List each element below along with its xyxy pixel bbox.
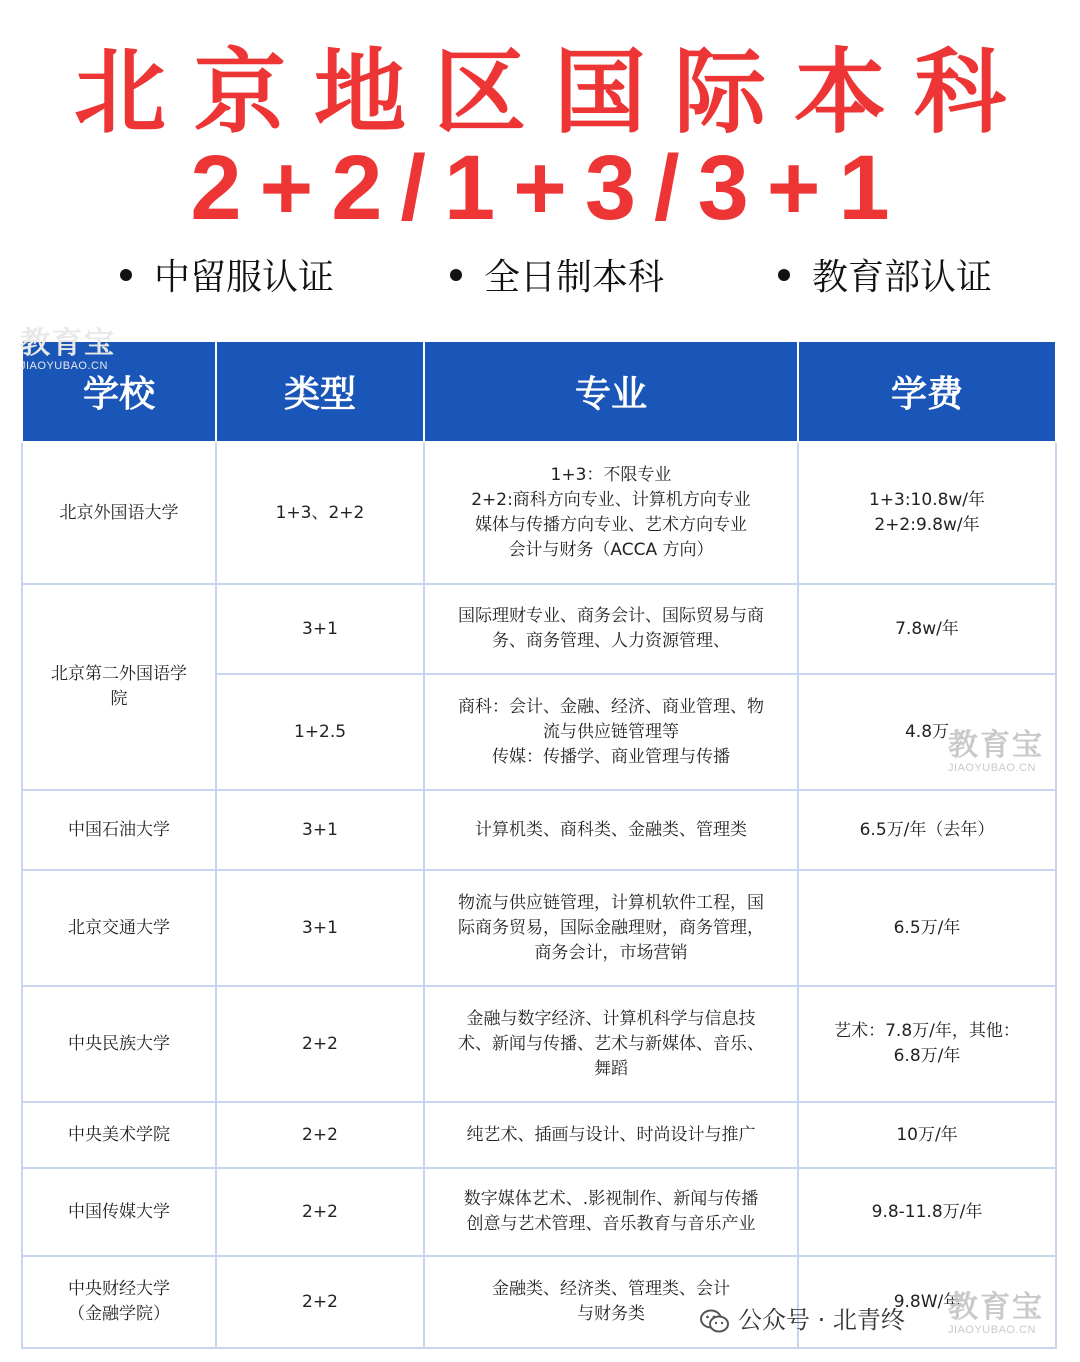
major-cell: 1+3：不限专业 2+2:商科方向专业、计算机方向专业 媒体与传播方向专业、艺术方向专业 会计与财务（ACCA 方向）: [424, 442, 798, 584]
column-header-major: 专业: [424, 342, 798, 442]
major-cell: 商科：会计、金融、经济、商业管理、物 流与供应链管理等 传媒：传播学、商业管理与传播: [424, 674, 798, 790]
table-row: [22, 442, 1056, 584]
major-cell: 纯艺术、插画与设计、时尚设计与推广: [424, 1102, 798, 1168]
fee-cell: 6.5万/年（去年）: [798, 790, 1056, 870]
fee-cell: 艺术：7.8万/年，其他： 6.8万/年: [798, 986, 1056, 1102]
school-cell: 中央财经大学 （金融学院）: [22, 1256, 216, 1348]
program-table: [21, 342, 1057, 1349]
school-cell: 北京交通大学: [22, 870, 216, 986]
column-header-school: 学校: [22, 342, 216, 442]
feature-item: 全日制本科: [450, 248, 664, 308]
major-cell: 金融与数字经济、计算机科学与信息技 术、新闻与传播、艺术与新媒体、音乐、 舞蹈: [424, 986, 798, 1102]
school-cell: 中央美术学院: [22, 1102, 216, 1168]
bullet-icon: [450, 269, 462, 281]
wechat-icon: [700, 1308, 730, 1334]
page-title: 北京地区国际本科: [73, 39, 1034, 146]
major-cell: 物流与供应链管理，计算机软件工程，国 际商务贸易，国际金融理财，商务管理， 商务会计，市场营销: [424, 870, 798, 986]
type-cell: 3+1: [216, 790, 424, 870]
table-row: [22, 870, 1056, 986]
watermark-logo: 教育宝 JIAOYUBAO.CN: [20, 326, 116, 372]
fee-cell: 9.8-11.8万/年: [798, 1168, 1056, 1256]
school-cell: 中国传媒大学: [22, 1168, 216, 1256]
column-header-type: 类型: [216, 342, 424, 442]
wechat-footer: 公众号 · 北青终: [700, 1300, 905, 1340]
table-row: [22, 1102, 1056, 1168]
bullet-icon: [120, 269, 132, 281]
type-cell: 2+2: [216, 1168, 424, 1256]
feature-item: 教育部认证: [778, 248, 992, 308]
feature-item: 中留服认证: [120, 248, 334, 308]
school-cell: 中央民族大学: [22, 986, 216, 1102]
watermark-logo: 教育宝 JIAOYUBAO.CN: [948, 728, 1044, 774]
table-row: [22, 790, 1056, 870]
watermark-logo: 教育宝 JIAOYUBAO.CN: [948, 1290, 1044, 1336]
bullet-icon: [778, 269, 790, 281]
fee-cell: 4.8万: [798, 674, 1056, 790]
type-cell: 3+1: [216, 584, 424, 674]
feature-list: [0, 248, 1080, 308]
table-row: [22, 584, 1056, 674]
type-cell: 1+3、2+2: [216, 442, 424, 584]
type-cell: 3+1: [216, 870, 424, 986]
fee-cell: 10万/年: [798, 1102, 1056, 1168]
fee-cell: 7.8w/年: [798, 584, 1056, 674]
table-row: [22, 1168, 1056, 1256]
school-cell: 中国石油大学: [22, 790, 216, 870]
program-types-title: 2+2/1+3/3+1: [190, 137, 908, 239]
fee-cell: 6.5万/年: [798, 870, 1056, 986]
column-header-fee: 学费: [798, 342, 1056, 442]
table-header-row: [22, 342, 1056, 442]
type-cell: 2+2: [216, 986, 424, 1102]
type-cell: 2+2: [216, 1102, 424, 1168]
major-cell: 国际理财专业、商务会计、国际贸易与商 务、商务管理、人力资源管理、: [424, 584, 798, 674]
fee-cell: 9.8W/年: [798, 1256, 1056, 1348]
school-cell: 北京外国语大学: [22, 442, 216, 584]
fee-cell: 1+3:10.8w/年 2+2:9.8w/年: [798, 442, 1056, 584]
major-cell: 数字媒体艺术、.影视制作、新闻与传播 创意与艺术管理、音乐教育与音乐产业: [424, 1168, 798, 1256]
school-cell: 北京第二外国语学 院: [22, 584, 216, 790]
major-cell: 计算机类、商科类、金融类、管理类: [424, 790, 798, 870]
major-cell: 金融类、经济类、管理类、会计 与财务类: [424, 1256, 798, 1348]
type-cell: 2+2: [216, 1256, 424, 1348]
table-row: [22, 986, 1056, 1102]
type-cell: 1+2.5: [216, 674, 424, 790]
